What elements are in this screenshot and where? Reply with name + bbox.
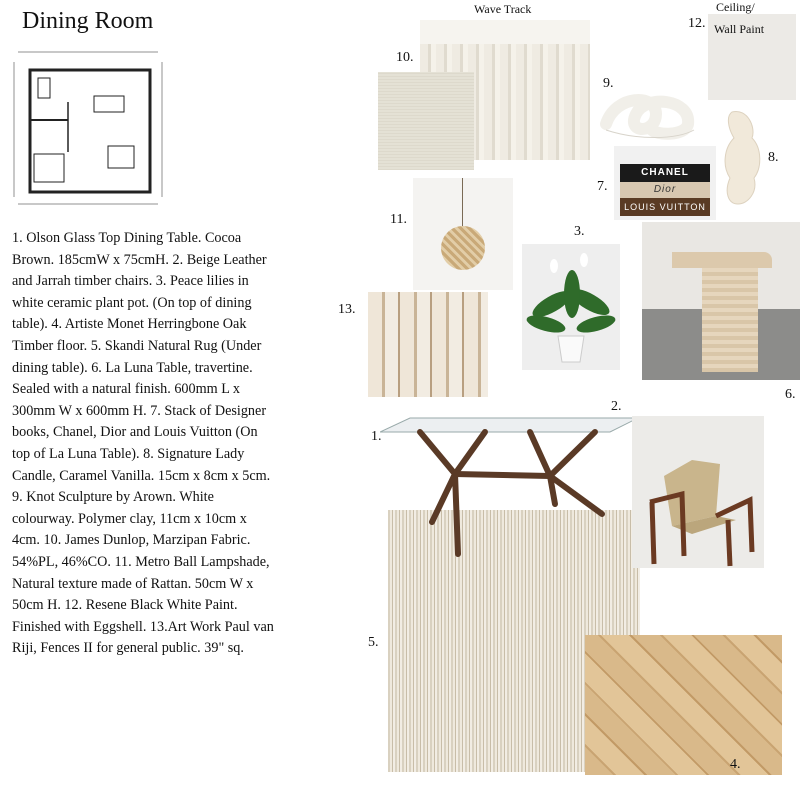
lady-candle-image: [718, 108, 768, 206]
book-dior: Dior: [620, 182, 710, 198]
herringbone-floor-image: [585, 635, 782, 775]
label-8: 8.: [768, 150, 779, 165]
dining-table-image: [380, 414, 640, 558]
knot-sculpture-image: [596, 84, 700, 140]
label-6: 6.: [785, 387, 796, 402]
fences-artwork-image: [368, 292, 488, 397]
label-12: 12.: [688, 16, 706, 31]
book-louis-vuitton: LOUIS VUITTON: [620, 198, 710, 216]
item-descriptions: 1. Olson Glass Top Dining Table. Cocoa Brown. 185cmW x 75cmH. 2. Beige Leather and Jarrah timber chairs. 3. Peace lilies in white ceramic plant pot. (On top of dining table). 4. Artiste Monet Herringbone Oak Timber floor. 5. Skandi Natural Rug (Under dining table). 6. La Luna Table, travertine. Sealed with a natural finish. 600mm L x 300mm W x 600mm H. 7. Stack of Designer books, Chanel, Dior and Louis Vuitton (On top of La Luna Table). 8. Signature Lady Candle, Caramel Vanilla. 15cm x 8cm x 5cm. 9. Knot Sculpture by Arown. White colourway. Polymer clay, 11cm x 10cm x 4cm. 10. James Dunlop, Marzipan Fabric. 54%PL, 46%CO. 11. Metro Ball Lampshade, Natural texture made of Rattan. 50cm W x 50cm H. 12. Resene Black White Paint. Finished with Eggshell. 13.Art Work Paul van Riji, Fences II for general public. 39" sq.: [12, 230, 274, 657]
ceiling-caption-line2: Wall Paint: [714, 22, 765, 36]
curtain-rail: [420, 20, 590, 44]
label-7: 7.: [597, 179, 608, 194]
label-11: 11.: [390, 212, 407, 227]
label-2: 2.: [611, 399, 622, 414]
la-luna-table-image: [642, 222, 800, 380]
floor-plan: [8, 42, 168, 214]
label-1: 1.: [371, 429, 382, 444]
rattan-lampshade-image: [413, 178, 513, 290]
label-13: 13.: [338, 302, 356, 317]
label-5: 5.: [368, 635, 379, 650]
fabric-swatch-image: [378, 72, 474, 170]
peace-lily-image: [522, 244, 620, 370]
ceiling-caption-line1: Ceiling/: [716, 0, 755, 14]
label-9: 9.: [603, 76, 614, 91]
page-title: Dining Room: [22, 8, 154, 34]
designer-books-image: [614, 146, 716, 220]
label-3: 3.: [574, 224, 585, 239]
label-10: 10.: [396, 50, 414, 65]
leather-chair-image: [632, 416, 764, 568]
label-4: 4.: [730, 757, 741, 772]
book-chanel: CHANEL: [620, 164, 710, 182]
wave-track-caption: Wave Track: [474, 2, 532, 16]
